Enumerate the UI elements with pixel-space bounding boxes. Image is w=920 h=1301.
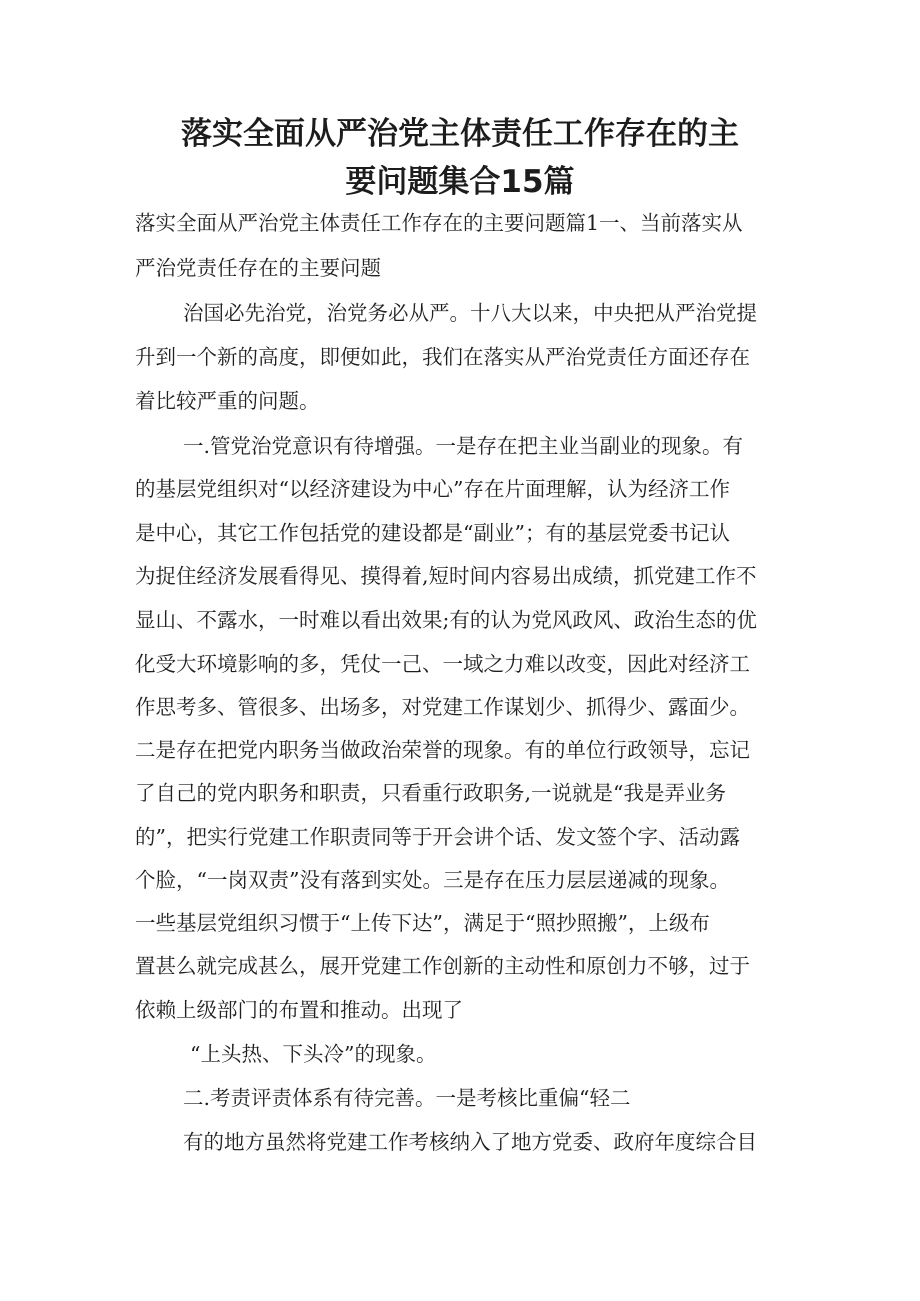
body-line: 二是存在把党内职务当做政治荣誉的现象。有的单位行政领导，忘记 [135,738,750,762]
body-line: 严治党责任存在的主要问题 [135,256,381,280]
body-line: 升到一个新的高度，即便如此，我们在落实从严治党责任方面还存在 [135,345,750,369]
body-line: 一些基层党组织习惯于“上传下达”，满足于“照抄照搬”，上级布 [135,911,710,935]
body-line: 化受大环境影响的多，凭仗一己、一域之力难以改变，因此对经济工 [135,652,750,676]
body-line: “上头热、下头冷”的现象。 [190,1042,437,1066]
body-line: 治国必先治党，治党务必从严。十八大以来，中央把从严治党提 [183,301,757,325]
body-line: 的”，把实行党建工作职责同等于开会讲个话、发文签个字、活动露 [135,825,740,849]
body-line: 显山、不露水，一时难以看出效果;有的认为党风政风、政治生态的优 [135,608,757,632]
body-line: 了自己的党内职务和职责，只看重行政职务,一说就是“我是弄业务 [135,781,726,805]
body-line: 作思考多、管很多、出场多，对党建工作谋划少、抓得少、露面少。 [135,695,750,719]
body-line: 个脸，“一岗双责”没有落到实处。三是存在压力层层递减的现象。 [135,868,730,892]
body-line: 依赖上级部门的布置和推动。出现了 [135,998,463,1022]
body-line: 着比较严重的问题。 [135,389,320,413]
document-title-line-2: 要问题集合15篇 [345,164,575,200]
body-line: 为捉住经济发展看得见、摸得着,短时间内容易出成绩，抓党建工作不 [135,564,757,588]
document-title-line-1: 落实全面从严治党主体责任工作存在的主 [181,116,739,152]
body-line: 二.考责评责体系有待完善。一是考核比重偏“轻二 [183,1086,631,1110]
body-line: 是中心，其它工作包括党的建设都是“副业”；有的基层党委书记认 [135,521,730,545]
body-line: 置甚么就完成甚么，展开党建工作创新的主动性和原创力不够，过于 [135,954,750,978]
body-line: 有的地方虽然将党建工作考核纳入了地方党委、政府年度综合目 [183,1130,757,1154]
body-line: 一.管党治党意识有待增强。一是存在把主业当副业的现象。有 [183,434,744,458]
body-line: 落实全面从严治党主体责任工作存在的主要问题篇1一、当前落实从 [135,211,743,235]
body-line: 的基层党组织对“以经济建设为中心”存在片面理解，认为经济工作 [135,477,730,501]
